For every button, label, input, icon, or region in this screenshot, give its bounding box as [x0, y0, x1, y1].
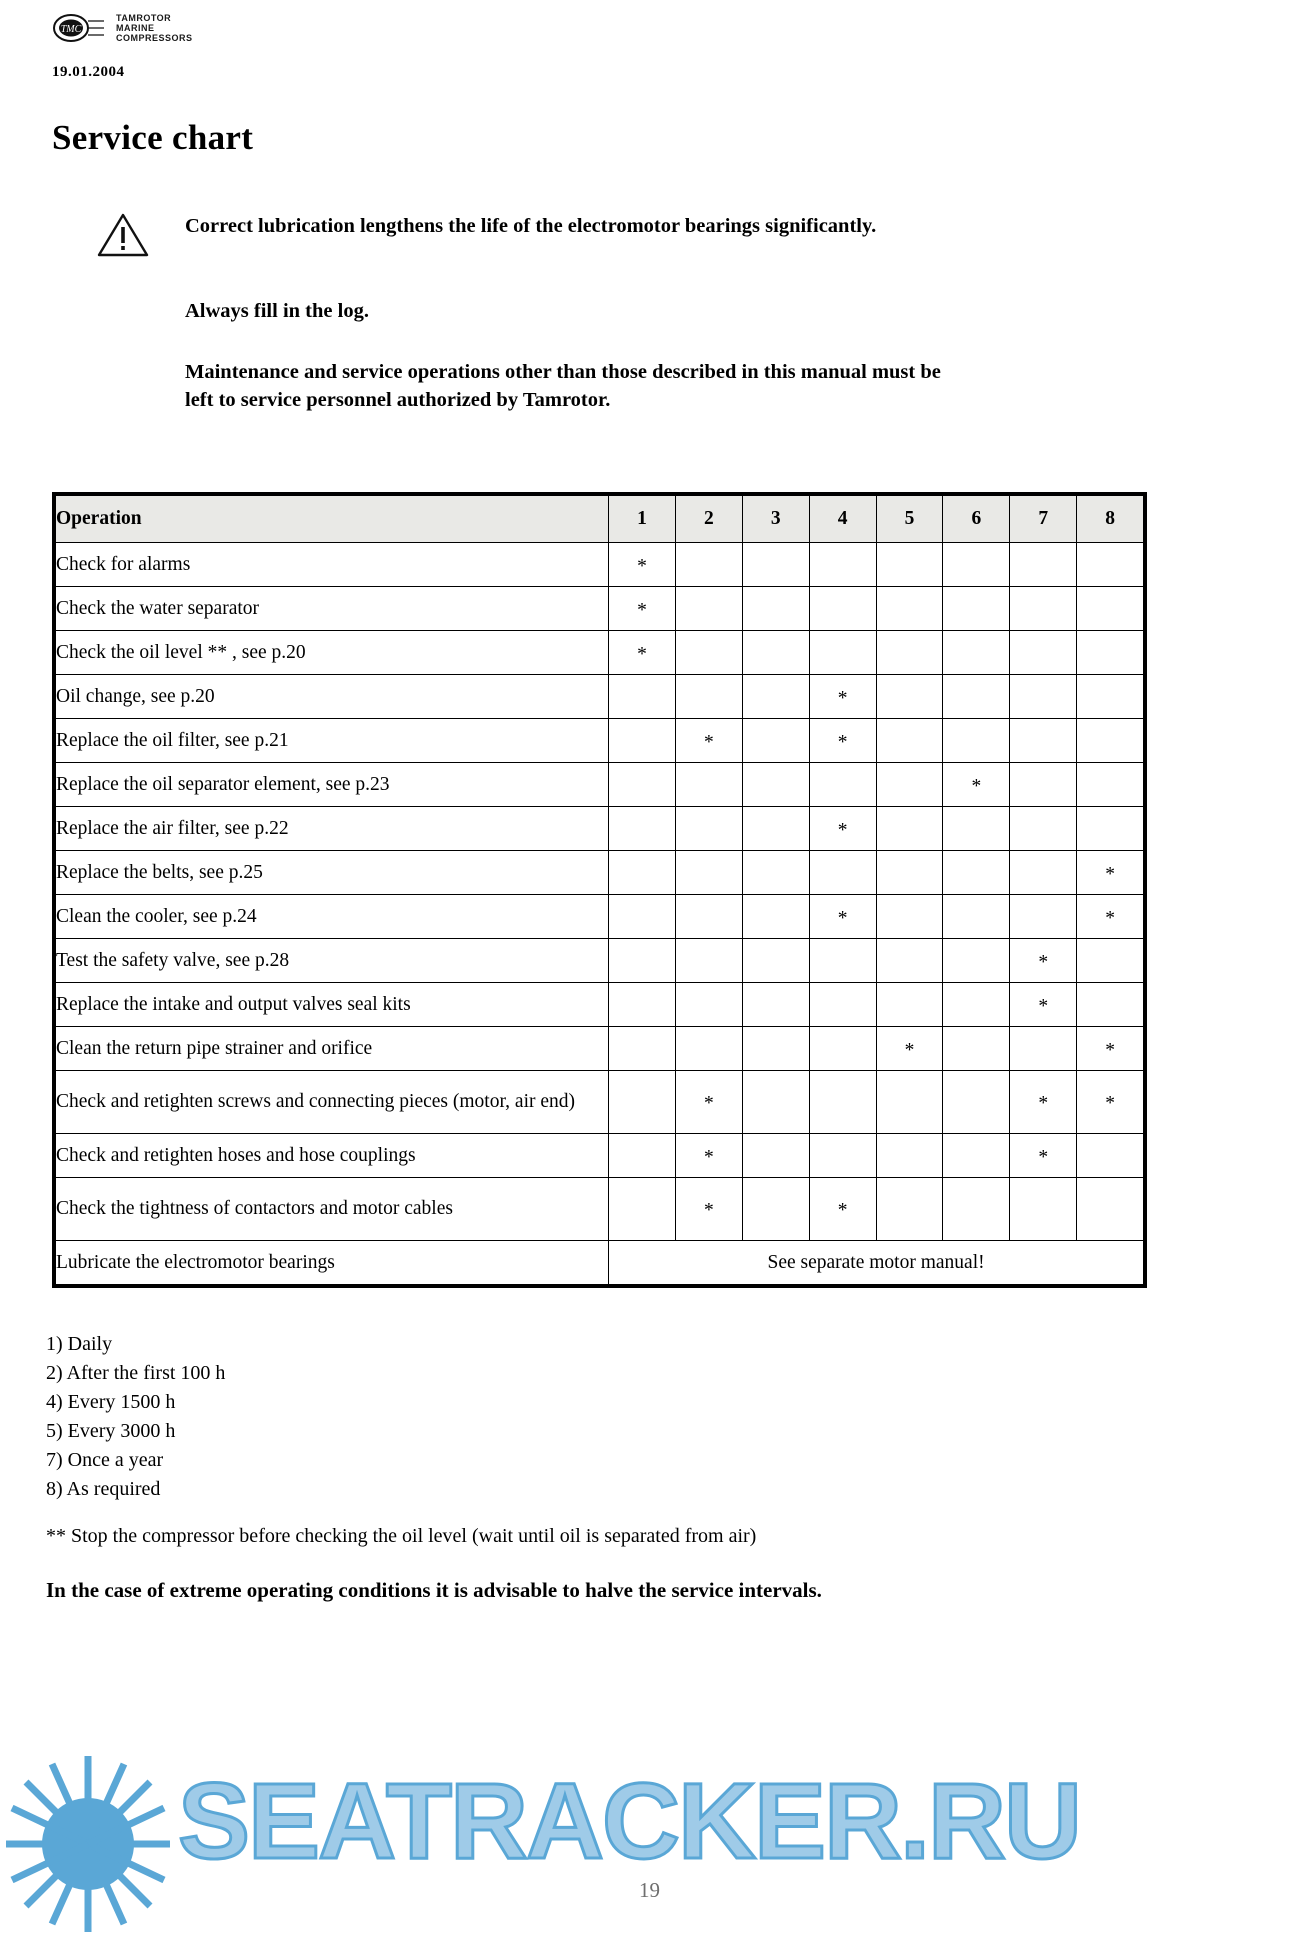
oil-level-footnote: ** Stop the compressor before checking the oil level (wait until oil is separated from air)	[46, 1525, 757, 1547]
always-fill-log-text: Always fill in the log.	[185, 300, 369, 322]
mark-asterisk: *	[837, 819, 848, 841]
brand-line-1: TAMROTOR	[116, 13, 172, 23]
interval-cell-2	[675, 1027, 742, 1071]
warning-text: Correct lubrication lengthens the life of the electromotor bearings significantly.	[185, 215, 877, 237]
interval-cell-2	[675, 983, 742, 1027]
interval-cell-8	[1077, 807, 1144, 851]
interval-cell-7	[1010, 1027, 1077, 1071]
interval-cell-5	[876, 895, 943, 939]
operation-cell: Check for alarms	[56, 543, 609, 587]
legend-item: 5) Every 3000 h	[46, 1420, 176, 1442]
interval-cell-6	[943, 763, 1010, 807]
mark-asterisk: *	[971, 775, 982, 797]
interval-cell-5	[876, 807, 943, 851]
interval-cell-5	[876, 719, 943, 763]
mark-asterisk: *	[837, 1200, 848, 1222]
mark-asterisk: *	[837, 687, 848, 709]
service-chart-table	[55, 495, 1144, 1285]
table-row	[56, 983, 1144, 1027]
column-header-8: 8	[1077, 496, 1144, 543]
interval-cell-4	[809, 851, 876, 895]
watermark-sun-icon	[0, 1740, 1299, 1949]
operation-cell: Clean the cooler, see p.24	[56, 895, 609, 939]
interval-cell-8	[1077, 1178, 1144, 1241]
interval-cell-7	[1010, 675, 1077, 719]
brand-logo	[52, 12, 193, 44]
operation-cell: Replace the air filter, see p.22	[56, 807, 609, 851]
interval-cell-1	[609, 675, 676, 719]
interval-cell-2	[675, 851, 742, 895]
interval-cell-3	[742, 939, 809, 983]
operation-cell: Lubricate the electromotor bearings	[56, 1241, 609, 1285]
interval-cell-2	[675, 1071, 742, 1134]
table-row	[56, 587, 1144, 631]
interval-cell-4	[809, 807, 876, 851]
interval-cell-4	[809, 1134, 876, 1178]
legend-item: 7) Once a year	[46, 1449, 164, 1471]
operation-cell: Check and retighten screws and connecting pieces (motor, air end)	[56, 1071, 609, 1134]
interval-cell-3	[742, 763, 809, 807]
interval-cell-4	[809, 1178, 876, 1241]
interval-cell-4	[809, 983, 876, 1027]
column-header-4: 4	[809, 496, 876, 543]
interval-cell-7	[1010, 631, 1077, 675]
column-header-6: 6	[943, 496, 1010, 543]
interval-cell-8	[1077, 1134, 1144, 1178]
mark-asterisk: *	[1105, 907, 1115, 929]
interval-cell-7	[1010, 983, 1077, 1027]
interval-cell-1	[609, 1071, 676, 1134]
interval-cell-1	[609, 851, 676, 895]
interval-cell-3	[742, 631, 809, 675]
page-title: Service chart	[52, 118, 254, 157]
interval-cell-8	[1077, 631, 1144, 675]
interval-cell-3	[742, 983, 809, 1027]
operation-cell: Check the tightness of contactors and motor cables	[56, 1178, 609, 1241]
operation-cell: Clean the return pipe strainer and orifice	[56, 1027, 609, 1071]
interval-cell-3	[742, 587, 809, 631]
interval-cell-2	[675, 719, 742, 763]
mark-asterisk: *	[704, 1093, 714, 1115]
interval-cell-5	[876, 543, 943, 587]
interval-cell-8	[1077, 719, 1144, 763]
interval-cell-4	[809, 895, 876, 939]
operation-cell: Check and retighten hoses and hose couplings	[56, 1134, 609, 1178]
operation-cell: Check the water separator	[56, 587, 609, 631]
watermark	[0, 1740, 1299, 1949]
interval-cell-1	[609, 1178, 676, 1241]
interval-cell-8	[1077, 543, 1144, 587]
interval-cell-7	[1010, 851, 1077, 895]
interval-cell-1	[609, 587, 676, 631]
table-row	[56, 895, 1144, 939]
interval-cell-8	[1077, 1071, 1144, 1134]
maintenance-note-text: Maintenance and service operations other than those described in this manual must be left to service personnel authorized by Tamrotor.	[185, 361, 941, 411]
legend-item: 1) Daily	[46, 1333, 113, 1355]
table-row	[56, 939, 1144, 983]
interval-cell-5	[876, 1134, 943, 1178]
interval-cell-3	[742, 719, 809, 763]
brand-wordmark	[116, 13, 193, 43]
mark-asterisk: *	[1038, 1093, 1049, 1115]
interval-cell-3	[742, 1134, 809, 1178]
interval-cell-8	[1077, 851, 1144, 895]
interval-cell-1	[609, 631, 676, 675]
interval-cell-8	[1077, 895, 1144, 939]
interval-cell-2	[675, 807, 742, 851]
interval-cell-4	[809, 939, 876, 983]
interval-cell-8	[1077, 763, 1144, 807]
interval-cell-7	[1010, 1134, 1077, 1178]
interval-cell-3	[742, 851, 809, 895]
interval-cell-1	[609, 983, 676, 1027]
column-header-2: 2	[675, 496, 742, 543]
extreme-conditions-note: In the case of extreme operating conditions it is advisable to halve the service intervals.	[46, 1578, 822, 1602]
interval-cell-7	[1010, 939, 1077, 983]
interval-cell-7	[1010, 543, 1077, 587]
interval-cell-2	[675, 675, 742, 719]
interval-legend	[46, 1330, 225, 1504]
column-header-1: 1	[609, 496, 676, 543]
interval-cell-1	[609, 763, 676, 807]
mark-asterisk: *	[1038, 951, 1049, 973]
interval-cell-6	[943, 983, 1010, 1027]
mark-asterisk: *	[837, 907, 848, 929]
mark-asterisk: *	[1105, 863, 1115, 885]
interval-cell-6	[943, 1027, 1010, 1071]
mark-asterisk: *	[637, 599, 647, 621]
interval-cell-2	[675, 543, 742, 587]
interval-cell-6	[943, 1178, 1010, 1241]
interval-cell-1	[609, 543, 676, 587]
interval-cell-6	[943, 719, 1010, 763]
interval-cell-6	[943, 851, 1010, 895]
interval-cell-3	[742, 1071, 809, 1134]
interval-cell-1	[609, 1027, 676, 1071]
interval-cell-4	[809, 587, 876, 631]
column-header-7: 7	[1010, 496, 1077, 543]
interval-cell-6	[943, 631, 1010, 675]
interval-cell-5	[876, 675, 943, 719]
operation-cell: Replace the oil separator element, see p.23	[56, 763, 609, 807]
interval-cell-7	[1010, 1071, 1077, 1134]
operation-cell: Replace the belts, see p.25	[56, 851, 609, 895]
interval-cell-8	[1077, 675, 1144, 719]
mark-asterisk: *	[704, 1146, 714, 1168]
interval-cell-3	[742, 807, 809, 851]
table-row	[56, 1178, 1144, 1241]
column-header-3: 3	[742, 496, 809, 543]
interval-cell-7	[1010, 763, 1077, 807]
mark-asterisk: *	[1038, 995, 1049, 1017]
mark-asterisk: *	[637, 555, 647, 577]
operation-cell: Test the safety valve, see p.28	[56, 939, 609, 983]
brand-line-2: MARINE	[116, 23, 155, 33]
interval-cell-5	[876, 851, 943, 895]
interval-cell-7	[1010, 895, 1077, 939]
table-row	[56, 1027, 1144, 1071]
document-date: 19.01.2004	[52, 64, 125, 80]
interval-cell-6	[943, 1071, 1010, 1134]
interval-cell-4	[809, 675, 876, 719]
interval-cell-3	[742, 1178, 809, 1241]
interval-cell-4	[809, 763, 876, 807]
interval-cell-8	[1077, 939, 1144, 983]
interval-cell-1	[609, 807, 676, 851]
mark-asterisk: *	[637, 643, 647, 665]
tamrotor-logo-icon	[52, 12, 108, 44]
mark-asterisk: *	[1105, 1093, 1115, 1115]
interval-cell-2	[675, 631, 742, 675]
interval-cell-4	[809, 543, 876, 587]
interval-cell-2	[675, 895, 742, 939]
operation-cell: Check the oil level ** , see p.20	[56, 631, 609, 675]
table-body	[56, 543, 1144, 1285]
separate-manual-note: See separate motor manual!	[609, 1241, 1144, 1285]
interval-cell-5	[876, 631, 943, 675]
interval-cell-4	[809, 719, 876, 763]
interval-cell-7	[1010, 587, 1077, 631]
interval-cell-7	[1010, 719, 1077, 763]
interval-cell-4	[809, 1027, 876, 1071]
interval-cell-6	[943, 543, 1010, 587]
mark-asterisk: *	[704, 1200, 714, 1222]
interval-cell-6	[943, 807, 1010, 851]
legend-item: 8) As required	[46, 1478, 161, 1500]
interval-cell-4	[809, 631, 876, 675]
table-header-row	[56, 496, 1144, 543]
mark-asterisk: *	[1038, 1146, 1049, 1168]
interval-cell-1	[609, 719, 676, 763]
mark-asterisk: *	[904, 1039, 915, 1061]
interval-cell-6	[943, 939, 1010, 983]
service-chart-table-wrapper	[52, 492, 1147, 1288]
interval-cell-6	[943, 675, 1010, 719]
operation-cell: Replace the oil filter, see p.21	[56, 719, 609, 763]
table-row-last	[56, 1241, 1144, 1285]
mark-asterisk: *	[837, 731, 848, 753]
interval-cell-8	[1077, 587, 1144, 631]
interval-cell-8	[1077, 983, 1144, 1027]
interval-cell-2	[675, 939, 742, 983]
interval-cell-3	[742, 895, 809, 939]
table-row	[56, 1071, 1144, 1134]
interval-cell-2	[675, 1178, 742, 1241]
interval-cell-2	[675, 763, 742, 807]
column-header-operation: Operation	[56, 496, 609, 543]
interval-cell-5	[876, 1027, 943, 1071]
svg-text:TMC: TMC	[60, 24, 82, 35]
table-row	[56, 763, 1144, 807]
interval-cell-5	[876, 939, 943, 983]
interval-cell-6	[943, 587, 1010, 631]
interval-cell-5	[876, 587, 943, 631]
interval-cell-5	[876, 763, 943, 807]
watermark-text: SEATRACKER.RU	[178, 1760, 1081, 1881]
interval-cell-1	[609, 895, 676, 939]
brand-line-3: COMPRESSORS	[116, 33, 193, 43]
interval-cell-1	[609, 1134, 676, 1178]
interval-cell-6	[943, 895, 1010, 939]
interval-cell-5	[876, 1178, 943, 1241]
table-row	[56, 719, 1144, 763]
legend-item: 2) After the first 100 h	[46, 1362, 226, 1384]
interval-cell-6	[943, 1134, 1010, 1178]
interval-cell-3	[742, 1027, 809, 1071]
table-row	[56, 631, 1144, 675]
column-header-5: 5	[876, 496, 943, 543]
table-row	[56, 807, 1144, 851]
table-row	[56, 1134, 1144, 1178]
mark-asterisk: *	[1105, 1039, 1115, 1061]
mark-asterisk: *	[704, 731, 714, 753]
operation-cell: Replace the intake and output valves seal kits	[56, 983, 609, 1027]
interval-cell-5	[876, 983, 943, 1027]
table-row	[56, 851, 1144, 895]
table-row	[56, 543, 1144, 587]
warning-triangle-icon	[97, 212, 149, 258]
legend-item: 4) Every 1500 h	[46, 1391, 176, 1413]
interval-cell-8	[1077, 1027, 1144, 1071]
interval-cell-1	[609, 939, 676, 983]
page-number: 19	[639, 1878, 660, 1902]
interval-cell-7	[1010, 1178, 1077, 1241]
interval-cell-7	[1010, 807, 1077, 851]
operation-cell: Oil change, see p.20	[56, 675, 609, 719]
interval-cell-5	[876, 1071, 943, 1134]
interval-cell-4	[809, 1071, 876, 1134]
interval-cell-3	[742, 675, 809, 719]
table-row	[56, 675, 1144, 719]
interval-cell-2	[675, 587, 742, 631]
interval-cell-2	[675, 1134, 742, 1178]
interval-cell-3	[742, 543, 809, 587]
